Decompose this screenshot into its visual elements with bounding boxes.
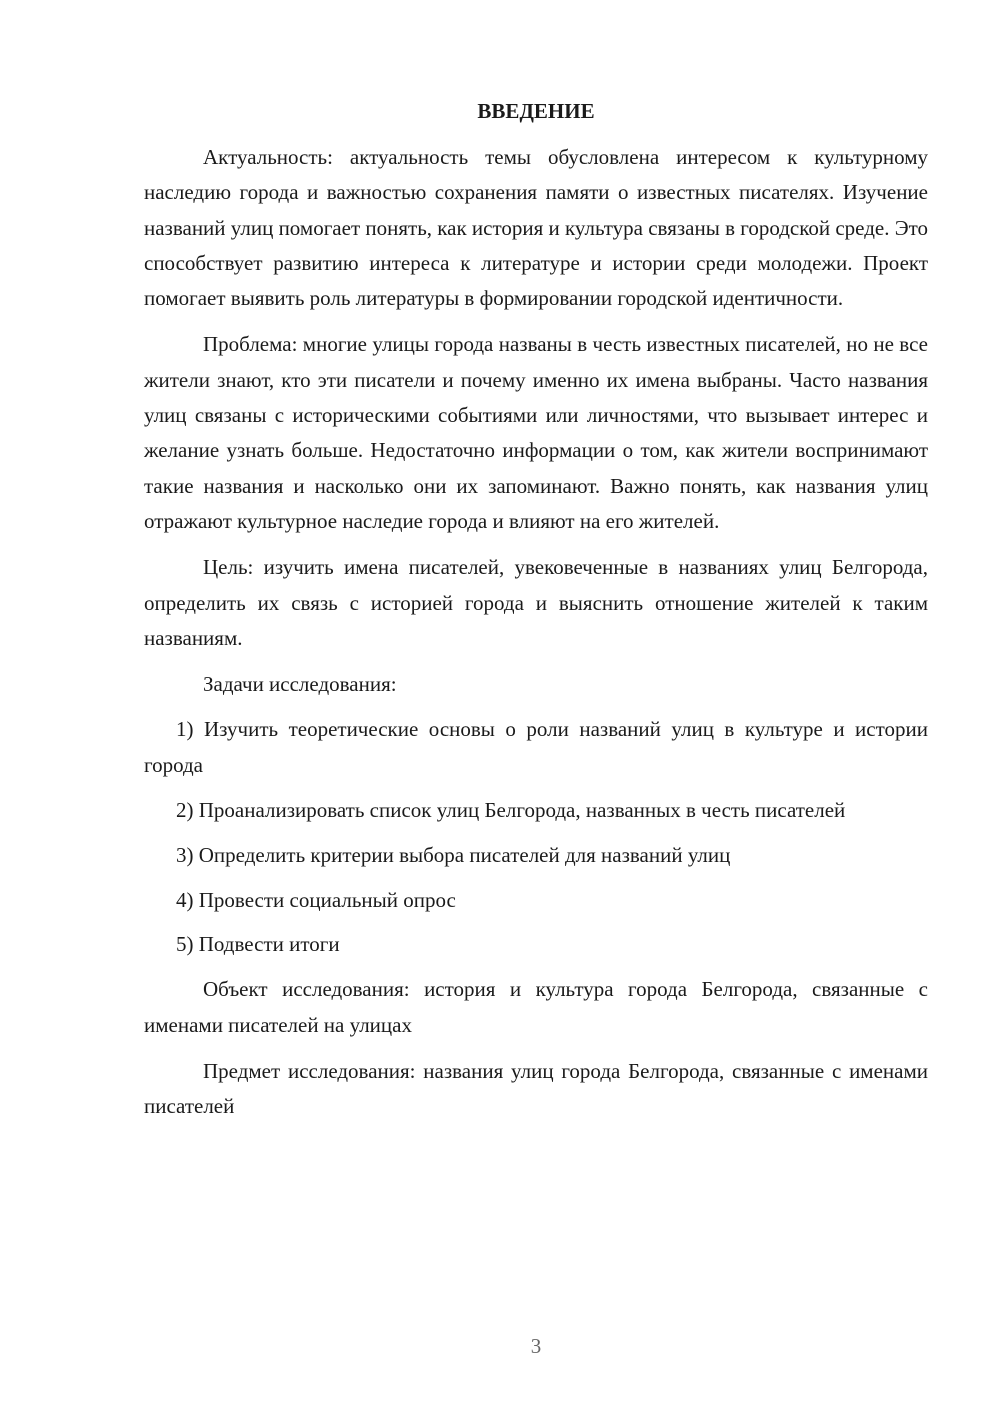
- task-item-2: 2) Проанализировать список улиц Белгорода, названных в честь писателей: [176, 798, 846, 823]
- tasks-title: Задачи исследования:: [203, 672, 397, 697]
- section-heading: ВВЕДЕНИЕ: [477, 99, 595, 123]
- goal-paragraph: Цель: изучить имена писателей, увековеченные в названиях улиц Белгорода, определить их связь с историей города и выяснить отношение жителей к таким названиям.: [144, 555, 928, 650]
- object-paragraph: Объект исследования: история и культура города Белгорода, связанные с именами писателей на улицах: [144, 977, 928, 1037]
- subject-paragraph: Предмет исследования: названия улиц города Белгорода, связанные с именами писателей: [144, 1058, 928, 1119]
- task-item-4: 4) Провести социальный опрос: [176, 887, 456, 912]
- page-content: [144, 94, 928, 1124]
- relevance-paragraph: Актуальность: актуальность темы обусловлена интересом к культурному наследию города и важностью сохранения памяти о известных писателях. Изучение названий улиц помогает понять, как история и культура связаны в городской среде. Это способствует развитию интереса к литературе и истории среди молодежи. Проект помогает выявить роль литературы в формировании городской идентичности.: [144, 145, 928, 311]
- page-number: 3: [530, 1334, 542, 1358]
- task-item-3: 3) Определить критерии выбора писателей для названий улиц: [176, 843, 731, 868]
- task-item-1: 1) Изучить теоретические основы о роли названий улиц в культуре и истории города: [144, 717, 928, 777]
- problem-paragraph: Проблема: многие улицы города названы в честь известных писателей, но не все жители знают, кто эти писатели и почему именно их имена выбраны. Часто названия улиц связаны с историческими событиями или личностями, что вызывает интерес и желание узнать больше. Недостаточно информации о том, как жители воспринимают такие названия и насколько они их запоминают. Важно понять, как названия улиц отражают культурное наследие города и влияют на его жителей.: [144, 332, 928, 533]
- task-item-5: 5) Подвести итоги: [176, 931, 340, 956]
